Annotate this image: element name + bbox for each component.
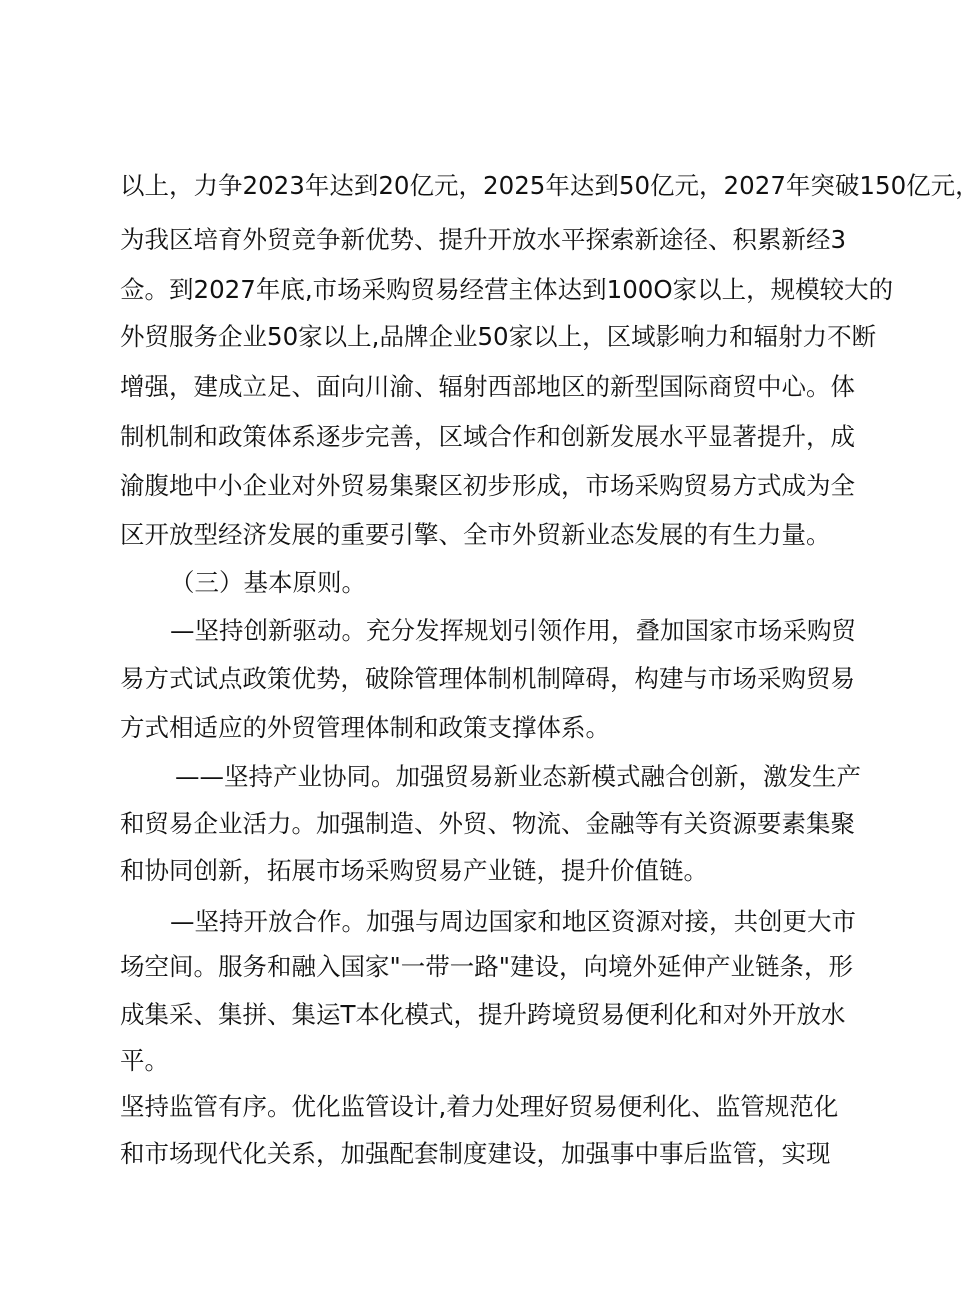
text-line: —坚持创新驱动。充分发挥规划引领作用，叠加国家市场采购贸 xyxy=(170,616,856,645)
text-line: 方式相适应的外贸管理体制和政策支撑体系。 xyxy=(120,713,610,742)
text-line: 成集采、集拼、集运T本化模式，提升跨境贸易便利化和对外开放水 xyxy=(120,1000,846,1029)
text-line: 场空间。服务和融入国家"一带一路"建设，向境外延伸产业链条，形 xyxy=(120,952,854,981)
text-line: 增强，建成立足、面向川渝、辐射西部地区的新型国际商贸中心。体 xyxy=(120,372,855,401)
text-line: 易方式试点政策优势，破除管理体制机制障碍，构建与市场采购贸易 xyxy=(120,664,855,693)
text-line: 为我区培育外贸竞争新优势、提升开放水平探索新途径、积累新经3 xyxy=(120,225,847,254)
text-line: 佥。到2027年底,市场采购贸易经营主体达到100O家以上，规模较大的 xyxy=(120,275,894,304)
text-line: 区开放型经济发展的重要引擎、全市外贸新业态发展的有生力量。 xyxy=(120,520,831,549)
text-line: 和市场现代化关系，加强配套制度建设，加强事中事后监管，实现 xyxy=(120,1139,831,1168)
section-heading: （三）基本原则。 xyxy=(170,568,366,597)
text-line: 平。 xyxy=(120,1046,169,1075)
text-line: 坚持监管有序。优化监管设计,着力处理好贸易便利化、监管规范化 xyxy=(120,1092,839,1121)
text-line: 外贸服务企业50家以上,品牌企业50家以上，区域影响力和辐射力不断 xyxy=(120,322,877,351)
text-line: 和贸易企业活力。加强制造、外贸、物流、金融等有关资源要素集聚 xyxy=(120,809,855,838)
text-line: 和协同创新，拓展市场采购贸易产业链，提升价值链。 xyxy=(120,856,708,885)
text-line: ——坚持产业协同。加强贸易新业态新模式融合创新，激发生产 xyxy=(175,762,861,791)
text-line: —坚持开放合作。加强与周边国家和地区资源对接，共创更大市 xyxy=(170,907,856,936)
text-line: 以上，力争2023年达到20亿元，2025年达到50亿元，2027年突破150亿元， xyxy=(120,171,980,200)
text-line: 渝腹地中小企业对外贸易集聚区初步形成，市场采购贸易方式成为全 xyxy=(120,471,855,500)
text-line: 制机制和政策体系逐步完善，区域合作和创新发展水平显著提升，成 xyxy=(120,422,855,451)
